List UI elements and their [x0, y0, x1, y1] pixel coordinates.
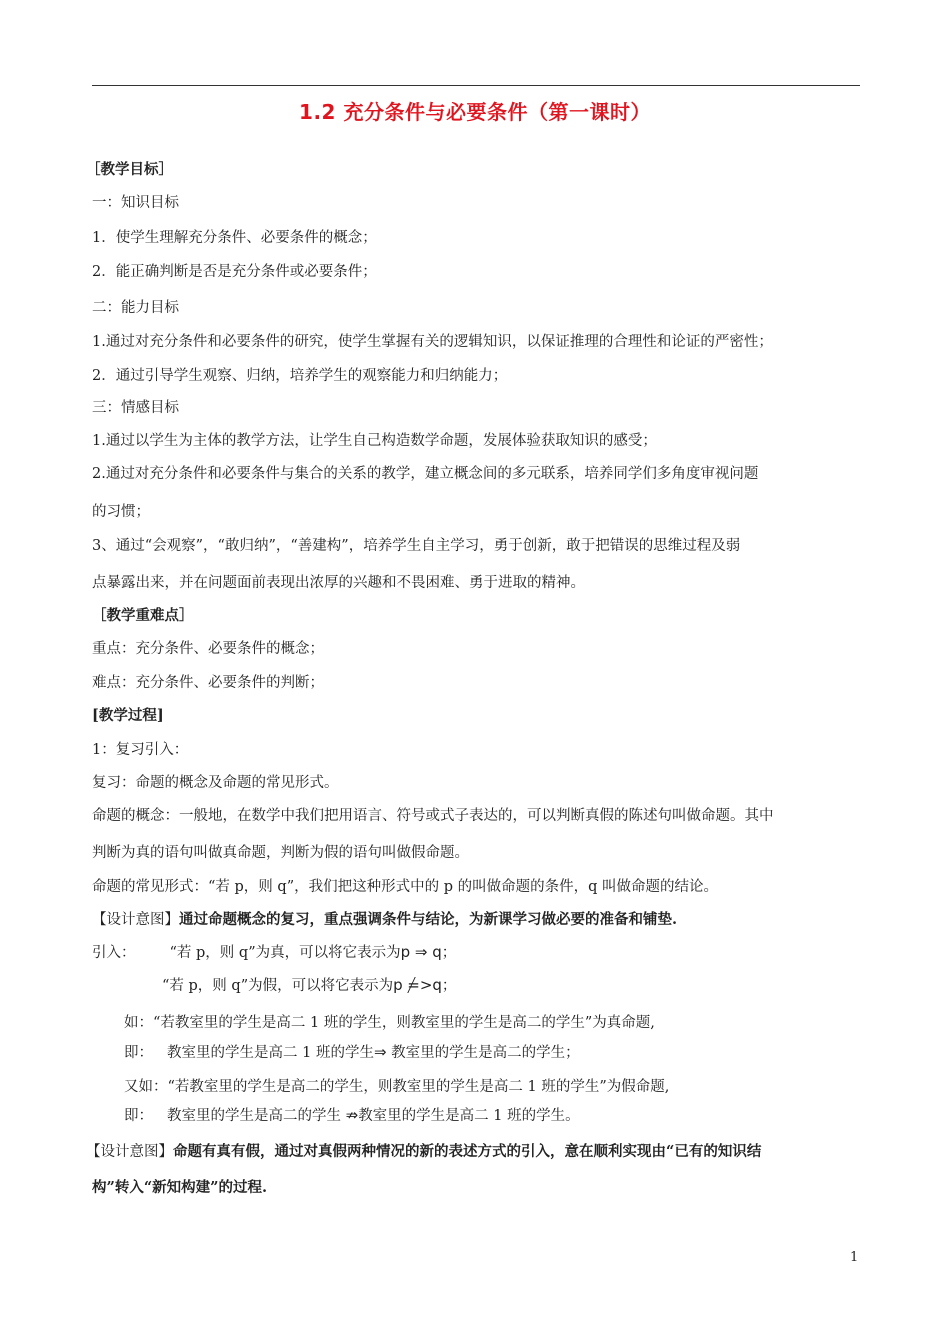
- implies-arrow: ⇒: [373, 1043, 387, 1061]
- example-1: 如：“若教室里的学生是高二 1 班的学生，则教室里的学生是高二的学生”为真命题,: [124, 1015, 655, 1031]
- example-2-premise: 教室里的学生是高二的学生: [167, 1108, 341, 1124]
- intro-true-text: “若 p，则 q”为真，可以将它表示为: [169, 945, 401, 961]
- intro-true-end: ；: [441, 945, 457, 961]
- difficult-point: 难点：充分条件、必要条件的判断；: [92, 675, 324, 691]
- design-intent-2-line2: 构”转入“新知构建”的过程.: [92, 1179, 268, 1196]
- ability-goal-2: 2．通过引导学生观察、归纳，培养学生的观察能力和归纳能力；: [92, 368, 508, 384]
- not-implies-p: p: [393, 976, 403, 994]
- knowledge-goal-2: 2．能正确判断是否是充分条件或必要条件；: [92, 264, 377, 280]
- intro-false-end: ；: [441, 978, 457, 994]
- not-implies-q: q: [432, 976, 442, 994]
- proposition-form: 命题的常见形式：“若 p，则 q”，我们把这种形式中的 p 的叫做命题的条件，q 叫做命题的结论。: [92, 879, 718, 895]
- design-intent-2-line1: [86, 1142, 761, 1162]
- ability-goal-1: 1.通过对充分条件和必要条件的研究，使学生掌握有关的逻辑知识，以保证推理的合理性和论证的严密性；: [92, 334, 773, 350]
- key-point: 重点：充分条件、必要条件的概念；: [92, 641, 324, 657]
- example-1-label: 即：: [124, 1045, 153, 1061]
- emotion-goal-2-line1: 2.通过对充分条件和必要条件与集合的关系的教学，建立概念间的多元联系，培养同学们多角度审视问题: [92, 466, 759, 482]
- knowledge-goals-heading: 一：知识目标: [92, 195, 179, 211]
- design-intent-2-text: 命题有真有假，通过对真假两种情况的新的表述方式的引入，意在顺利实现由“已有的知识结: [173, 1143, 762, 1160]
- emotion-goal-2-line2: 的习惯；: [92, 504, 150, 520]
- knowledge-goal-1: 1．使学生理解充分条件、必要条件的概念；: [92, 230, 377, 246]
- implies-formula: p ⇒ q: [400, 943, 442, 961]
- design-intent-text: 通过命题概念的复习，重点强调条件与结论，为新课学习做必要的准备和铺垫.: [179, 911, 678, 928]
- not-implies-arrow: =>: [407, 976, 433, 994]
- emotion-goal-1: 1.通过以学生为主体的教学方法，让学生自己构造数学命题，发展体验获取知识的感受；: [92, 433, 657, 449]
- emotion-goal-3-line1: 3、通过“会观察”，“敢归纳”，“善建构”，培养学生自主学习，勇于创新，敢于把错误的思维过程及弱: [92, 538, 741, 554]
- proposition-definition-line1: 命题的概念：一般地，在数学中我们把用语言、符号或式子表达的，可以判断真假的陈述句叫做命题。其中: [92, 808, 774, 824]
- header-rule: [92, 85, 860, 86]
- example-2-conclusion: 教室里的学生是高二 1 班的学生。: [358, 1108, 580, 1124]
- intro-label: 引入：: [92, 945, 136, 961]
- intro-false-text: “若 p，则 q”为假，可以将它表示为: [162, 978, 394, 994]
- example-1-conclusion: 教室里的学生是高二的学生；: [391, 1045, 580, 1061]
- not-implies-arrow-2: ⇏: [345, 1106, 359, 1124]
- page-title: 1.2 充分条件与必要条件（第一课时）: [299, 100, 651, 124]
- design-intent-label: 【设计意图】: [92, 912, 179, 928]
- emotion-goals-heading: 三：情感目标: [92, 400, 179, 416]
- example-1-premise: 教室里的学生是高二 1 班的学生: [167, 1045, 374, 1061]
- intro-line-1: [92, 942, 456, 963]
- proposition-definition-line2: 判断为真的语句叫做真命题，判断为假的语句叫做假命题。: [92, 845, 469, 861]
- key-points-heading: ［教学重难点］: [92, 607, 194, 624]
- design-intent-1: [92, 910, 677, 930]
- example-2: 又如：“若教室里的学生是高二的学生，则教室里的学生是高二 1 班的学生”为假命题,: [124, 1079, 670, 1095]
- review-line: 复习：命题的概念及命题的常见形式。: [92, 775, 339, 791]
- design-intent-2-label: 【设计意图】: [86, 1144, 173, 1160]
- goals-heading: ［教学目标］: [86, 161, 173, 178]
- intro-line-2: [162, 975, 456, 996]
- ability-goals-heading: 二：能力目标: [92, 300, 179, 316]
- example-2-implication: [124, 1105, 580, 1126]
- example-2-label: 即：: [124, 1108, 153, 1124]
- process-heading: [教学过程]: [92, 707, 164, 724]
- emotion-goal-3-line2: 点暴露出来，并在问题面前表现出浓厚的兴趣和不畏困难、勇于进取的精神。: [92, 575, 585, 591]
- example-1-implication: [124, 1042, 580, 1063]
- page-number: 1: [850, 1250, 859, 1265]
- process-step-1: 1：复习引入：: [92, 742, 189, 758]
